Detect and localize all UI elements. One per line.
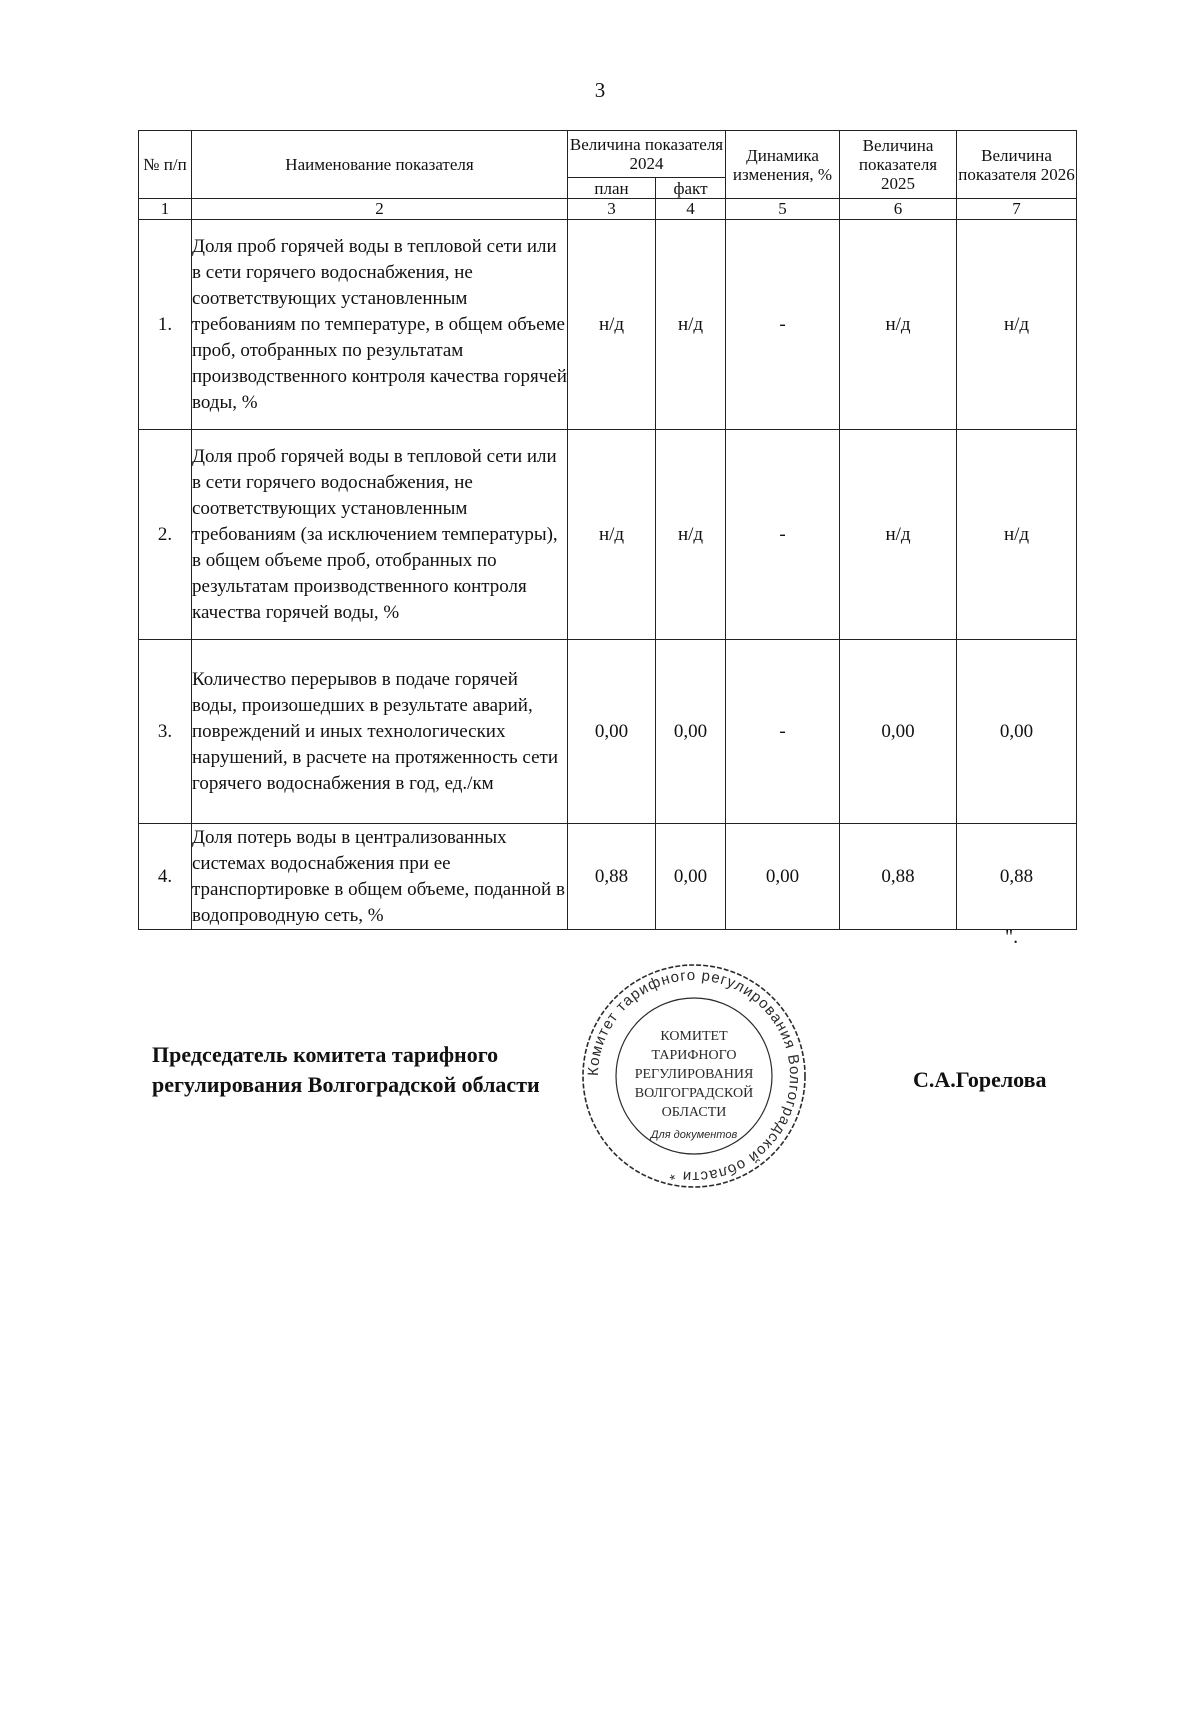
row-number: 1.	[139, 220, 192, 430]
row-number: 4.	[139, 824, 192, 930]
value-fact: 0,00	[656, 640, 726, 824]
signatory-title-line: регулирования Волгоградской области	[152, 1072, 540, 1097]
value-dynamics: 0,00	[726, 824, 840, 930]
column-number-row	[139, 199, 1077, 220]
column-number: 3	[568, 199, 656, 220]
value-2025: 0,00	[840, 640, 957, 824]
table-row	[139, 220, 1077, 430]
column-number: 2	[192, 199, 568, 220]
indicators-table	[138, 130, 1077, 930]
table-row	[139, 824, 1077, 930]
header-value-2025: Величина показателя 2025	[840, 131, 957, 199]
signatory-title-line: Председатель комитета тарифного	[152, 1042, 499, 1067]
row-number: 2.	[139, 430, 192, 640]
value-fact: н/д	[656, 220, 726, 430]
seal-inner-line: ОБЛАСТИ	[661, 1105, 727, 1120]
seal-inner-line: ВОЛГОГРАДСКОЙ	[634, 1086, 754, 1101]
header-value-2024: Величина показателя 2024	[568, 131, 726, 178]
value-2025: 0,88	[840, 824, 957, 930]
closing-quote: ".	[1005, 926, 1019, 948]
value-dynamics: -	[726, 220, 840, 430]
value-2026: 0,88	[957, 824, 1077, 930]
seal-inner-line: КОМИТЕТ	[660, 1029, 728, 1044]
header-no: № п/п	[139, 131, 192, 199]
table-row	[139, 430, 1077, 640]
column-number: 1	[139, 199, 192, 220]
indicator-name: Доля проб горячей воды в тепловой сети или в сети горячего водоснабжения, не соответствующих установленным требованиям по температуре, в общем объеме проб, отобранных по результатам производственного контроля качества горячей воды, %	[192, 220, 568, 430]
indicator-name: Доля потерь воды в централизованных системах водоснабжения при ее транспортировке в общем объеме, поданной в водопроводную сеть, %	[192, 824, 568, 930]
page-number: 3	[594, 78, 606, 102]
header-plan: план	[568, 178, 656, 199]
seal-inner-bottom: Для документов	[650, 1129, 738, 1141]
column-number: 4	[656, 199, 726, 220]
official-seal	[578, 960, 810, 1192]
column-number: 6	[840, 199, 957, 220]
value-plan: 0,88	[568, 824, 656, 930]
row-number: 3.	[139, 640, 192, 824]
seal-inner-line: ТАРИФНОГО	[651, 1048, 737, 1063]
signatory-name: С.А.Горелова	[913, 1067, 1047, 1092]
value-2026: н/д	[957, 430, 1077, 640]
value-fact: н/д	[656, 430, 726, 640]
value-fact: 0,00	[656, 824, 726, 930]
value-2025: н/д	[840, 220, 957, 430]
header-row-top	[139, 131, 1077, 178]
seal-inner-line: РЕГУЛИРОВАНИЯ	[634, 1067, 754, 1082]
value-2026: н/д	[957, 220, 1077, 430]
value-plan: 0,00	[568, 640, 656, 824]
header-dynamics: Динамика изменения, %	[726, 131, 840, 199]
table-row	[139, 640, 1077, 824]
value-2025: н/д	[840, 430, 957, 640]
indicator-name: Количество перерывов в подаче горячей воды, произошедших в результате аварий, повреждений и иных технологических нарушений, в расчете на протяженность сети горячего водоснабжения в год, ед./км	[192, 640, 568, 824]
value-2026: 0,00	[957, 640, 1077, 824]
value-dynamics: -	[726, 430, 840, 640]
header-value-2026: Величина показателя 2026	[957, 131, 1077, 199]
column-number: 7	[957, 199, 1077, 220]
column-number: 5	[726, 199, 840, 220]
header-name: Наименование показателя	[192, 131, 568, 199]
value-plan: н/д	[568, 220, 656, 430]
value-dynamics: -	[726, 640, 840, 824]
signatory-title	[152, 1040, 540, 1100]
header-fact: факт	[656, 178, 726, 199]
seal-outer-text: Комитет тарифного регулирования Волгоградской области *	[584, 966, 804, 1186]
value-plan: н/д	[568, 430, 656, 640]
indicator-name: Доля проб горячей воды в тепловой сети или в сети горячего водоснабжения, не соответствующих установленным требованиям (за исключением температуры), в общем объеме проб, отобранных по результатам производственного контроля качества горячей воды, %	[192, 430, 568, 640]
